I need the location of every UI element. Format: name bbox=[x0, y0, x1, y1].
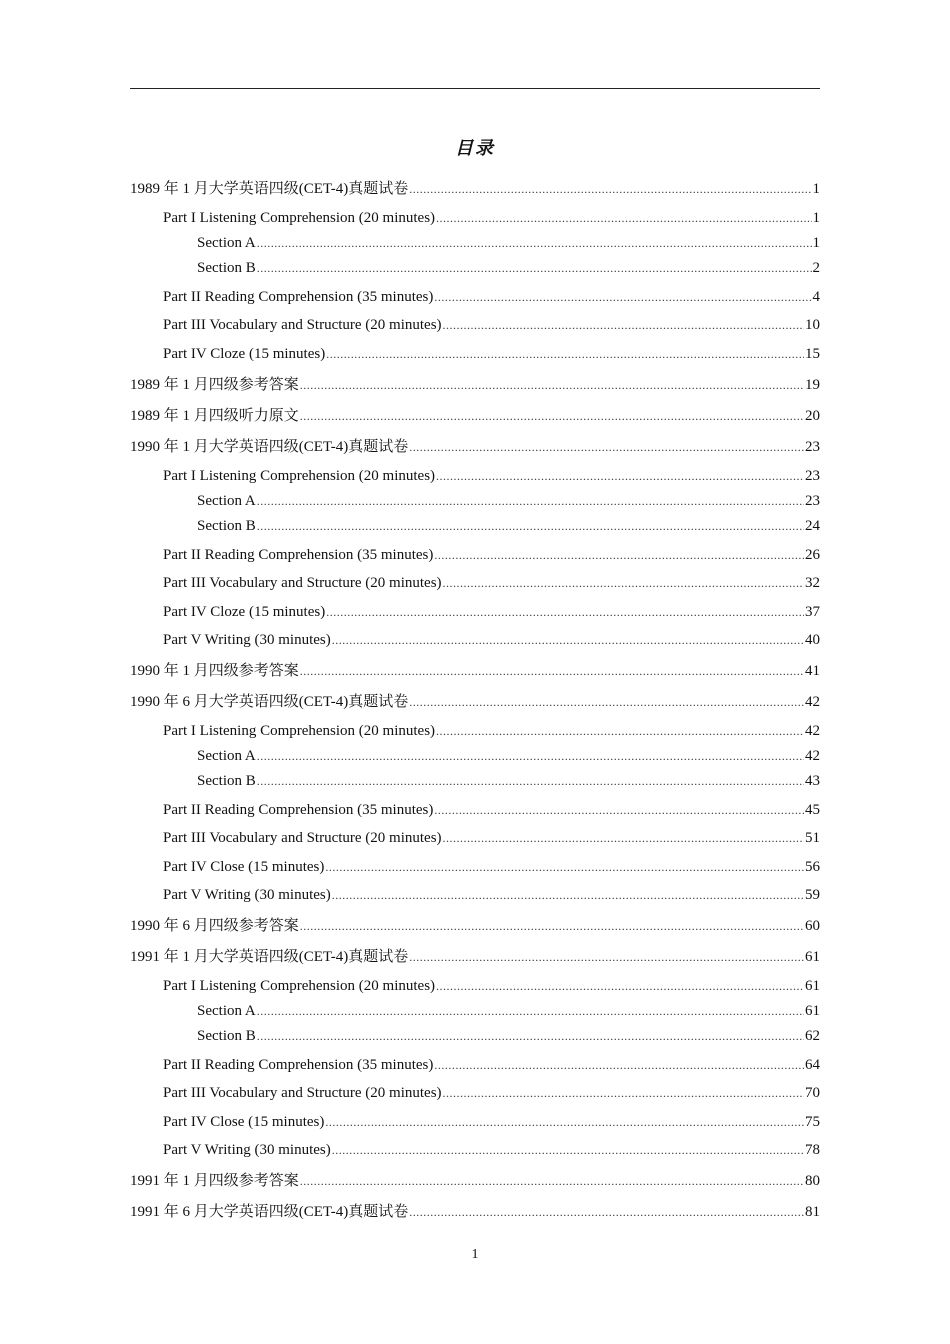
toc-leader-dots bbox=[257, 1025, 804, 1047]
toc-leader-dots bbox=[325, 856, 804, 878]
toc-entry-label: Part I Listening Comprehension (20 minutes) bbox=[163, 978, 436, 994]
toc-entry-page: 42 bbox=[805, 694, 820, 710]
toc-entry-label: Part III Vocabulary and Structure (20 minutes) bbox=[163, 830, 442, 846]
toc-entry[interactable] bbox=[130, 1201, 820, 1223]
toc-leader-dots bbox=[409, 178, 811, 200]
toc-leader-dots bbox=[434, 1054, 804, 1076]
toc-entry[interactable] bbox=[130, 405, 820, 427]
toc-entry-page: 43 bbox=[805, 773, 820, 789]
toc-leader-dots bbox=[332, 884, 804, 906]
toc-entry-page: 56 bbox=[805, 859, 820, 875]
toc-entry[interactable] bbox=[163, 720, 820, 742]
toc-entry[interactable] bbox=[163, 1082, 820, 1104]
toc-leader-dots bbox=[257, 232, 812, 254]
toc-entry-label: 1991 年 1 月四级参考答案 bbox=[130, 1173, 299, 1189]
toc-entry-page: 61 bbox=[805, 1003, 820, 1019]
toc-entry-page: 64 bbox=[805, 1057, 820, 1073]
toc-leader-dots bbox=[443, 572, 804, 594]
toc-entry-label: Section A bbox=[197, 493, 256, 509]
toc-entry-page: 62 bbox=[805, 1028, 820, 1044]
toc-entry-page: 70 bbox=[805, 1085, 820, 1101]
page-number: 1 bbox=[471, 1247, 479, 1262]
toc-entry-label: 1989 年 1 月大学英语四级(CET-4)真题试卷 bbox=[130, 181, 409, 197]
toc-entry[interactable] bbox=[130, 691, 820, 713]
toc-leader-dots bbox=[434, 286, 811, 308]
toc-leader-dots bbox=[409, 1201, 804, 1223]
toc-entry[interactable] bbox=[130, 436, 820, 458]
toc-entry[interactable] bbox=[163, 975, 820, 997]
toc-entry-label: Part I Listening Comprehension (20 minutes) bbox=[163, 210, 436, 226]
toc-entry-page: 32 bbox=[805, 575, 820, 591]
toc-entry-label: Section B bbox=[197, 1028, 256, 1044]
toc-leader-dots bbox=[434, 799, 804, 821]
toc-entry-page: 78 bbox=[805, 1142, 820, 1158]
toc-entry[interactable] bbox=[197, 1025, 820, 1047]
toc-entry-label: Part V Writing (30 minutes) bbox=[163, 1142, 331, 1158]
toc-entry[interactable] bbox=[163, 544, 820, 566]
toc-entry-page: 1 bbox=[812, 181, 820, 197]
toc-leader-dots bbox=[443, 1082, 804, 1104]
page-title: 目录 bbox=[455, 138, 495, 159]
toc-entry-label: 1990 年 6 月四级参考答案 bbox=[130, 918, 299, 934]
toc-entry-label: Part IV Cloze (15 minutes) bbox=[163, 346, 326, 362]
toc-entry[interactable] bbox=[130, 178, 820, 200]
toc-entry-page: 42 bbox=[805, 723, 820, 739]
toc-leader-dots bbox=[409, 436, 804, 458]
toc-entry[interactable] bbox=[197, 257, 820, 279]
toc-entry-page: 19 bbox=[805, 377, 820, 393]
toc-entry[interactable] bbox=[163, 572, 820, 594]
toc-entry[interactable] bbox=[163, 856, 820, 878]
header-rule bbox=[130, 88, 820, 89]
toc-entry-label: Part II Reading Comprehension (35 minutes) bbox=[163, 802, 434, 818]
toc-entry[interactable] bbox=[197, 490, 820, 512]
toc-entry[interactable] bbox=[197, 232, 820, 254]
toc-leader-dots bbox=[443, 314, 804, 336]
toc-entry[interactable] bbox=[163, 884, 820, 906]
toc-entry-page: 23 bbox=[805, 468, 820, 484]
toc-leader-dots bbox=[326, 343, 804, 365]
toc-leader-dots bbox=[434, 544, 804, 566]
toc-leader-dots bbox=[332, 629, 804, 651]
toc-entry-page: 37 bbox=[805, 604, 820, 620]
toc-entry-label: 1991 年 1 月大学英语四级(CET-4)真题试卷 bbox=[130, 949, 409, 965]
toc-entry-page: 42 bbox=[805, 748, 820, 764]
toc-leader-dots bbox=[257, 490, 804, 512]
toc-entry-page: 20 bbox=[805, 408, 820, 424]
toc-entry[interactable] bbox=[163, 1139, 820, 1161]
toc-entry[interactable] bbox=[163, 207, 820, 229]
toc-entry-label: Part III Vocabulary and Structure (20 minutes) bbox=[163, 1085, 442, 1101]
toc-entry-page: 2 bbox=[812, 260, 820, 276]
toc-leader-dots bbox=[325, 1111, 804, 1133]
toc-entry-label: Part IV Close (15 minutes) bbox=[163, 859, 325, 875]
toc-entry-label: Part II Reading Comprehension (35 minutes) bbox=[163, 289, 434, 305]
toc-entry[interactable] bbox=[197, 515, 820, 537]
toc-entry-label: Part III Vocabulary and Structure (20 minutes) bbox=[163, 317, 442, 333]
toc-entry-page: 80 bbox=[805, 1173, 820, 1189]
toc-entry-label: Part IV Close (15 minutes) bbox=[163, 1114, 325, 1130]
toc-entry[interactable] bbox=[197, 1000, 820, 1022]
toc-entry-label: Section B bbox=[197, 518, 256, 534]
toc-entry[interactable] bbox=[197, 745, 820, 767]
toc-entry-page: 40 bbox=[805, 632, 820, 648]
toc-entry-page: 1 bbox=[812, 210, 820, 226]
toc-entry[interactable] bbox=[163, 286, 820, 308]
toc-leader-dots bbox=[443, 827, 804, 849]
toc-entry[interactable] bbox=[163, 1054, 820, 1076]
toc-entry-label: Part II Reading Comprehension (35 minutes) bbox=[163, 547, 434, 563]
toc-entry-label: 1990 年 6 月大学英语四级(CET-4)真题试卷 bbox=[130, 694, 409, 710]
toc-entry[interactable] bbox=[130, 915, 820, 937]
toc-leader-dots bbox=[257, 745, 804, 767]
toc-entry[interactable] bbox=[130, 374, 820, 396]
toc-entry[interactable] bbox=[130, 946, 820, 968]
toc-leader-dots bbox=[300, 405, 804, 427]
toc-entry-page: 10 bbox=[805, 317, 820, 333]
toc-leader-dots bbox=[436, 207, 811, 229]
toc-entry-page: 81 bbox=[805, 1204, 820, 1220]
toc-leader-dots bbox=[257, 770, 804, 792]
toc-entry-page: 51 bbox=[805, 830, 820, 846]
toc-leader-dots bbox=[332, 1139, 804, 1161]
toc-leader-dots bbox=[300, 1170, 804, 1192]
toc-entry[interactable] bbox=[197, 770, 820, 792]
toc-entry-label: Part I Listening Comprehension (20 minutes) bbox=[163, 468, 436, 484]
toc-entry-label: Part III Vocabulary and Structure (20 minutes) bbox=[163, 575, 442, 591]
toc-leader-dots bbox=[257, 1000, 804, 1022]
toc-entry-label: Section A bbox=[197, 1003, 256, 1019]
toc-entry-label: Section A bbox=[197, 235, 256, 251]
toc-entry[interactable] bbox=[130, 660, 820, 682]
toc-entry-page: 1 bbox=[812, 235, 820, 251]
toc-entry-page: 24 bbox=[805, 518, 820, 534]
toc-entry-page: 41 bbox=[805, 663, 820, 679]
toc-leader-dots bbox=[257, 515, 804, 537]
toc-entry-label: Part IV Cloze (15 minutes) bbox=[163, 604, 326, 620]
toc-leader-dots bbox=[300, 915, 804, 937]
toc-entry-label: Part II Reading Comprehension (35 minutes) bbox=[163, 1057, 434, 1073]
toc-entry[interactable] bbox=[163, 827, 820, 849]
toc-entry[interactable] bbox=[163, 799, 820, 821]
toc-entry-label: 1989 年 1 月四级参考答案 bbox=[130, 377, 299, 393]
toc-entry-label: Part I Listening Comprehension (20 minutes) bbox=[163, 723, 436, 739]
toc-entry-page: 4 bbox=[812, 289, 820, 305]
toc-entry-page: 61 bbox=[805, 978, 820, 994]
toc-entry[interactable] bbox=[163, 629, 820, 651]
toc-entry-page: 60 bbox=[805, 918, 820, 934]
toc-entry-page: 15 bbox=[805, 346, 820, 362]
toc-entry[interactable] bbox=[163, 343, 820, 365]
toc-entry-label: Part V Writing (30 minutes) bbox=[163, 632, 331, 648]
toc-leader-dots bbox=[436, 720, 804, 742]
toc-leader-dots bbox=[257, 257, 812, 279]
toc-entry-page: 23 bbox=[805, 493, 820, 509]
toc-entry-page: 59 bbox=[805, 887, 820, 903]
toc-entry-label: Section B bbox=[197, 773, 256, 789]
toc-entry-page: 45 bbox=[805, 802, 820, 818]
toc-leader-dots bbox=[436, 975, 804, 997]
toc-entry-label: Section B bbox=[197, 260, 256, 276]
toc-entry-label: Section A bbox=[197, 748, 256, 764]
toc-entry-label: Part V Writing (30 minutes) bbox=[163, 887, 331, 903]
toc-entry[interactable] bbox=[130, 1170, 820, 1192]
toc-entry[interactable] bbox=[163, 465, 820, 487]
toc-entry-page: 26 bbox=[805, 547, 820, 563]
toc-entry-page: 23 bbox=[805, 439, 820, 455]
toc-entry-page: 61 bbox=[805, 949, 820, 965]
toc-entry-page: 75 bbox=[805, 1114, 820, 1130]
toc-entry[interactable] bbox=[163, 314, 820, 336]
toc-entry[interactable] bbox=[163, 601, 820, 623]
toc-leader-dots bbox=[409, 691, 804, 713]
toc-leader-dots bbox=[300, 660, 804, 682]
toc-leader-dots bbox=[326, 601, 804, 623]
toc-entry-label: 1991 年 6 月大学英语四级(CET-4)真题试卷 bbox=[130, 1204, 409, 1220]
toc-entry-label: 1989 年 1 月四级听力原文 bbox=[130, 408, 299, 424]
toc-entry[interactable] bbox=[163, 1111, 820, 1133]
toc-entry-label: 1990 年 1 月大学英语四级(CET-4)真题试卷 bbox=[130, 439, 409, 455]
toc-leader-dots bbox=[436, 465, 804, 487]
toc-leader-dots bbox=[409, 946, 804, 968]
toc-leader-dots bbox=[300, 374, 804, 396]
toc-entry-label: 1990 年 1 月四级参考答案 bbox=[130, 663, 299, 679]
